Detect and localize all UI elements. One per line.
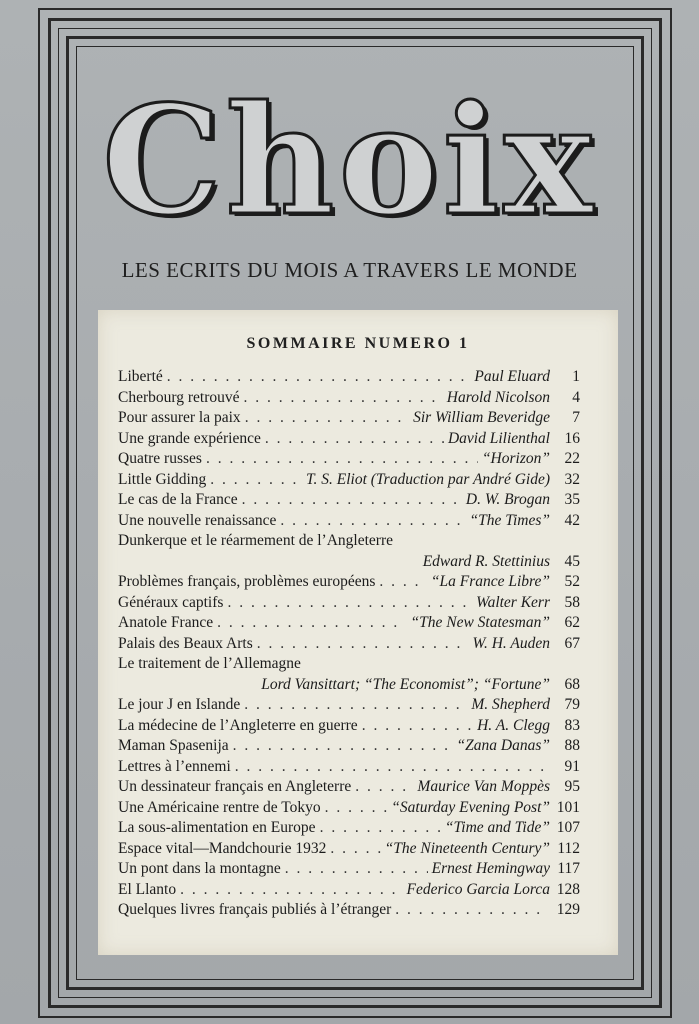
contents-entry: [118, 491, 580, 512]
contents-entry: [118, 799, 580, 820]
dot-leader: [257, 635, 469, 653]
entry-author: “The Times”: [469, 511, 550, 529]
dot-leader: [379, 573, 426, 591]
entry-page-number: 16: [564, 429, 580, 447]
masthead-subtitle: LES ECRITS DU MOIS A TRAVERS LE MONDE: [121, 258, 578, 282]
entry-title: Le jour J en Islande: [118, 696, 241, 713]
entry-author: Edward R. Stettinius: [422, 552, 550, 570]
contents-entry: [118, 737, 580, 758]
entry-title: Maman Spasenija: [118, 737, 229, 754]
entry-page-number: 79: [564, 696, 580, 713]
entry-page-number: 107: [556, 819, 580, 836]
contents-entry: [118, 840, 580, 861]
entry-title: Un dessinateur français en Angleterre: [118, 778, 352, 795]
entry-title: Une grande expérience: [118, 429, 261, 447]
entry-title: Espace vital—Mandchourie 1932: [118, 839, 327, 857]
entry-title: El Llanto: [118, 880, 177, 898]
contents-entry: [118, 717, 580, 738]
dot-leader: [167, 368, 471, 386]
contents-list: [118, 368, 580, 922]
entry-title: La sous-alimentation en Europe: [118, 819, 316, 836]
dot-leader: [325, 799, 388, 817]
entry-page-number: 67: [564, 634, 580, 652]
entry-page-number: 4: [572, 388, 580, 406]
dot-leader: [233, 737, 453, 755]
contents-heading: SOMMAIRE NUMERO 1: [246, 335, 470, 352]
contents-entry: [118, 614, 580, 635]
entry-title: Pour assurer la paix: [118, 409, 241, 426]
entry-author: “Saturday Evening Post”: [391, 798, 550, 816]
entry-page-number: 45: [564, 552, 580, 570]
entry-author: Harold Nicolson: [446, 388, 550, 406]
entry-title: Quatre russes: [118, 450, 202, 467]
entry-title: Problèmes français, problèmes européens: [118, 573, 376, 590]
entry-title: Une nouvelle renaissance: [118, 511, 277, 529]
entry-page-number: 112: [557, 839, 580, 857]
dot-leader: [265, 430, 444, 448]
entry-author: Ernest Hemingway: [431, 860, 550, 877]
contents-entry: [118, 635, 580, 656]
entry-author: Maurice Van Moppès: [417, 778, 550, 795]
entry-page-number: 88: [564, 737, 580, 754]
dot-leader: [235, 758, 546, 776]
entry-page-number: 68: [564, 675, 580, 693]
contents-entry: [118, 471, 580, 492]
contents-entry: [118, 532, 580, 553]
dot-leader: [320, 819, 441, 837]
entry-author: Sir William Beveridge: [413, 409, 550, 426]
entry-author: Federico Garcia Lorca: [406, 880, 550, 898]
entry-author: “Zana Danas”: [456, 737, 550, 754]
entry-page-number: 22: [564, 450, 580, 467]
contents-entry: [118, 758, 580, 779]
entry-author: T. S. Eliot (Traduction par André Gide): [306, 470, 550, 488]
entry-page-number: 83: [564, 716, 580, 734]
contents-entry: [118, 450, 580, 471]
entry-author: D. W. Brogan: [465, 491, 550, 508]
entry-author: Lord Vansittart; “The Economist”; “Fortune”: [261, 675, 550, 693]
contents-entry: [118, 409, 580, 430]
entry-page-number: 128: [556, 880, 580, 898]
entry-author: H. A. Clegg: [477, 716, 550, 734]
entry-page-number: 42: [564, 511, 580, 529]
entry-page-number: 7: [572, 409, 580, 426]
entry-title: Le traitement de l’Allemagne: [118, 655, 301, 672]
dot-leader: [180, 881, 402, 899]
entry-title: Anatole France: [118, 614, 214, 631]
contents-entry: [118, 860, 580, 881]
entry-author: “Horizon”: [481, 450, 550, 467]
entry-title: Lettres à l’ennemi: [118, 757, 231, 775]
contents-entry: [118, 512, 580, 533]
entry-page-number: 32: [564, 470, 580, 488]
entry-author: “Time and Tide”: [444, 819, 550, 836]
dot-leader: [245, 409, 409, 427]
contents-entry: [118, 819, 580, 840]
entry-title: Dunkerque et le réarmement de l’Angleterre: [118, 532, 393, 549]
contents-entry: [118, 655, 580, 676]
entry-title: Cherbourg retrouvé: [118, 388, 240, 406]
entry-author: M. Shepherd: [471, 696, 550, 713]
entry-author: “The New Statesman”: [410, 614, 550, 631]
entry-title: Une Américaine rentre de Tokyo: [118, 798, 321, 816]
dot-leader: [244, 389, 443, 407]
contents-entry: [118, 368, 580, 389]
dot-leader: [217, 614, 406, 632]
entry-title: Palais des Beaux Arts: [118, 634, 253, 652]
entry-page-number: 101: [556, 798, 580, 816]
entry-page-number: 35: [564, 491, 580, 508]
entry-title: Un pont dans la montagne: [118, 860, 281, 877]
dot-leader: [210, 471, 302, 489]
entry-author: “La France Libre”: [430, 573, 550, 590]
contents-entry: [118, 696, 580, 717]
entry-title: Quelques livres français publiés à l’étranger: [118, 901, 392, 918]
contents-entry: [118, 430, 580, 451]
entry-author: Paul Eluard: [474, 368, 550, 385]
entry-title: Liberté: [118, 368, 163, 385]
contents-entry: [118, 594, 580, 615]
contents-entry: [118, 553, 580, 574]
dot-leader: [362, 717, 473, 735]
contents-entry: [118, 573, 580, 594]
dot-leader: [285, 860, 428, 878]
dot-leader: [227, 594, 472, 612]
entry-author: David Lilienthal: [447, 429, 550, 447]
entry-author: “The Nineteenth Century”: [384, 839, 550, 857]
entry-title: Généraux captifs: [118, 593, 224, 611]
entry-title: Le cas de la France: [118, 491, 238, 508]
entry-page-number: 52: [564, 573, 580, 590]
entry-page-number: 95: [564, 778, 580, 795]
entry-page-number: 117: [557, 860, 580, 877]
dot-leader: [330, 840, 380, 858]
dot-leader: [355, 778, 413, 796]
entry-page-number: 91: [564, 757, 580, 775]
masthead-title: Choix: [102, 73, 597, 249]
dot-leader: [244, 696, 467, 714]
contents-entry: [118, 881, 580, 902]
entry-page-number: 62: [564, 614, 580, 631]
contents-entry: [118, 676, 580, 697]
dot-leader: [395, 901, 546, 919]
contents-entry: [118, 389, 580, 410]
dot-leader: [280, 512, 465, 530]
entry-author: W. H. Auden: [472, 634, 550, 652]
entry-title: La médecine de l’Angleterre en guerre: [118, 716, 358, 734]
contents-entry: [118, 778, 580, 799]
entry-page-number: 58: [564, 593, 580, 611]
contents-entry: [118, 901, 580, 922]
entry-author: Walter Kerr: [476, 593, 550, 611]
dot-leader: [242, 491, 462, 509]
entry-page-number: 129: [556, 901, 580, 918]
contents-panel: [98, 310, 618, 955]
entry-page-number: 1: [572, 368, 580, 385]
entry-title: Little Gidding: [118, 470, 207, 488]
dot-leader: [206, 450, 478, 468]
